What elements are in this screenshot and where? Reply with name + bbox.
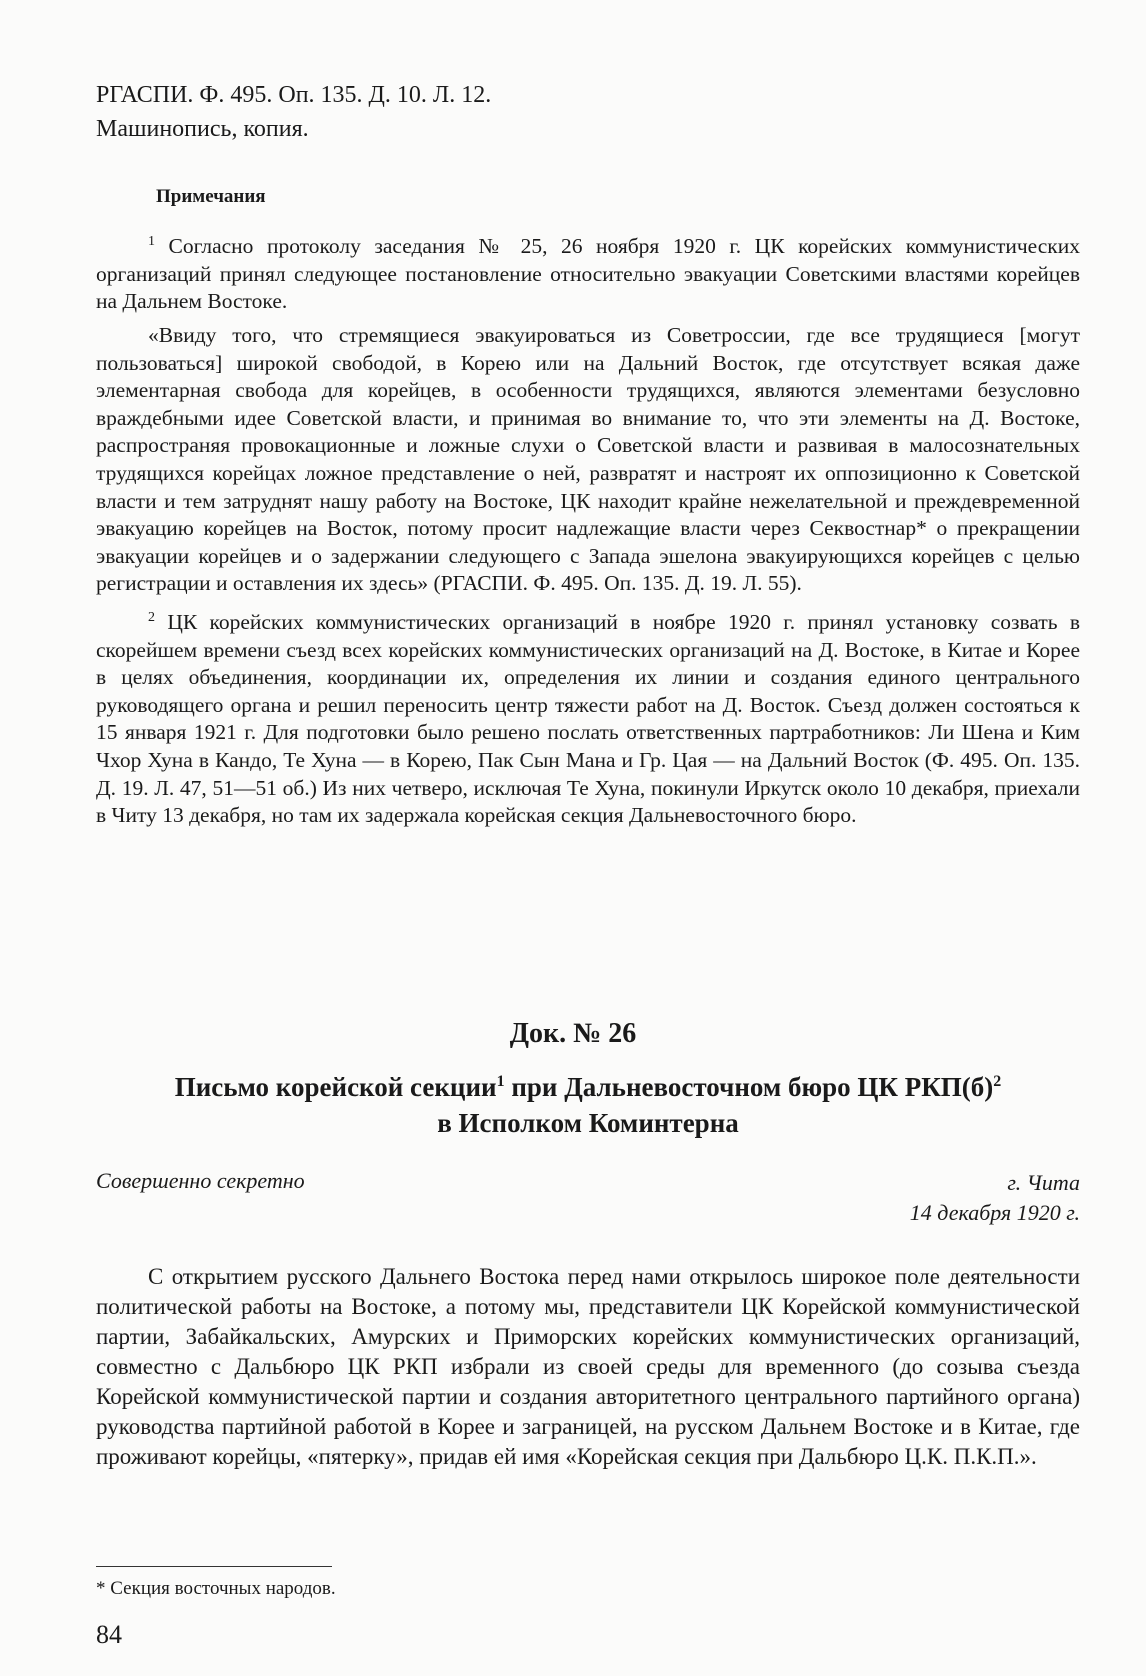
archive-reference: РГАСПИ. Ф. 495. Оп. 135. Д. 10. Л. 12. [96,82,492,108]
notes-section [96,228,1080,836]
document-place: г. Чита [1007,1170,1080,1195]
source-reference [96,78,1080,146]
note-1-quote: «Ввиду того, что стремящиеся эвакуироваться из Советроссии, где все трудящиеся [могут пользоваться] широкой свободой, в Корею или на Дальний Восток, где отсутствует всякая даже элементарная свобода для корейцев, в особенности трудящихся, являются элементами безусловно враждебными идее Советской власти, и принимая во внимание то, что эти элементы на Д. Востоке, распространяя провокационные и ложные слухи о Советской власти и развивая в малосознательных трудящихся корейцах ложное представление о ней, развратят и настроят их оппозиционно к Советской власти и тем затруднят нашу работу на Востоке, ЦК находит крайне нежелательной и преждевременной эвакуацию корейцев на Восток, потому просит надлежащие власти через Секвостнар* о прекращении эвакуации корейцев и о задержании следующего с Запада эшелона эвакуирующихся корейцев с целью регистрации и оставления их здесь» (РГАСПИ. Ф. 495. Оп. 135. Д. 19. Л. 55). [96,322,1080,596]
footnote: * Секция восточных народов. [96,1578,336,1599]
document-body [96,1262,1080,1472]
note-2 [96,604,1080,830]
document-title [96,1064,1080,1141]
document-date: 14 декабря 1920 г. [909,1200,1080,1225]
title-sup-1: 1 [496,1073,505,1090]
copy-type: Машинопись, копия. [96,116,309,142]
note-1-marker: 1 [148,234,155,249]
page-number: 84 [96,1620,122,1649]
footnote-divider [96,1566,332,1567]
note-2-text: ЦК корейских коммунистических организаций в ноябре 1920 г. принял установку созвать в скорейшем времени съезд всех корейских коммунистических организаций на Д. Востоке, в Китае и Корее в целях объединения, координации их, определения их линии и создания единого центрального руководящего органа и решил переносить центр тяжести работ на Д. Восток. Съезд должен состояться к 15 января 1921 г. Для подготовки было решено послать ответственных партработников: Ли Шена и Ким Чхор Хуна в Кандо, Те Хуна — в Корею, Пак Сын Мана и Гр. Цая — на Дальний Восток (Ф. 495. Оп. 135. Д. 19. Л. 47, 51—51 об.) Из них четверо, исключая Те Хуна, покинули Иркутск около 10 декабря, приехали в Читу 13 декабря, но там их задержала корейская секция Дальневосточного бюро. [96,610,1080,828]
body-paragraph: С открытием русского Дальнего Востока перед нами открылось широкое поле деятельности политической работы на Востоке, а потому мы, представители ЦК Корейской коммунистической партии, Забайкальских, Амурских и Приморских корейских коммунистических организаций, совместно с Дальбюро ЦК РКП избрали из своей среды для временного (до созыва съезда Корейской коммунистической партии и создания авторитетного центрального партийного органа) руководства партийной работой в Корее и заграницей, на русском Дальнем Востоке и в Китае, где проживают корейцы, «пятерку», придав ей имя «Корейская секция при Дальбюро Ц.К. П.К.П.». [96,1264,1080,1469]
title-line-2: в Исполком Коминтерна [437,1108,739,1138]
notes-heading: Примечания [156,186,266,207]
note-2-marker: 2 [148,609,155,625]
classification-label: Совершенно секретно [96,1168,305,1193]
title-sup-2: 2 [993,1073,1002,1090]
note-1-text: Согласно протоколу заседания № 25, 26 ноября 1920 г. ЦК корейских коммунистических организаций принял следующее постановление относительно эвакуации Советскими властями корейцев на Дальнем Востоке. [96,234,1081,314]
place-date [910,1168,1080,1228]
title-part-2: при Дальневосточном бюро ЦК РКП(б) [504,1072,994,1102]
note-1 [96,228,1080,316]
document-number: Док. № 26 [509,1018,637,1049]
title-part-1: Письмо корейской секции [174,1072,497,1102]
